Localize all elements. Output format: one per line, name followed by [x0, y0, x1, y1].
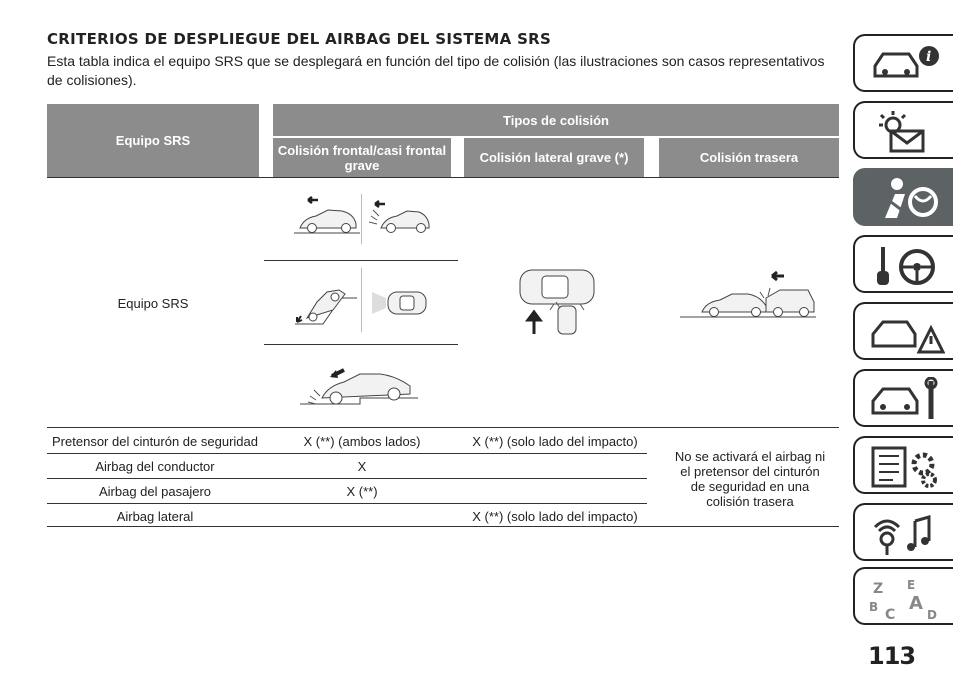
header-bottom-rule: [47, 177, 839, 178]
lateral-crash-illustration: [510, 264, 602, 336]
specs-gears-icon: [867, 444, 945, 490]
alphabet-index-icon: [867, 575, 945, 621]
frontal-crash-illustration-3: [293, 284, 359, 328]
car-wrench-icon: [867, 377, 945, 423]
header-rear-label: Colisión trasera: [699, 150, 799, 165]
crash-warning-icon: [867, 310, 945, 356]
frontal-crash-illustration-5: [300, 362, 418, 412]
chapter-tabs: [853, 0, 960, 678]
row-equipment: Pretensor del cinturón de seguridad: [52, 434, 258, 449]
illustration-bottom-rule: [47, 427, 839, 428]
car-info-icon: [867, 42, 945, 88]
svg-text:A: A: [909, 593, 923, 614]
header-frontal: [273, 138, 451, 177]
tab-technical-data[interactable]: [853, 436, 953, 494]
svg-text:C: C: [885, 607, 896, 621]
tab-safety[interactable]: [853, 168, 953, 226]
row-rule: [47, 503, 647, 504]
frontal-vdivider-1: [361, 194, 362, 244]
svg-text:D: D: [927, 608, 937, 621]
intro-paragraph: Esta tabla indica el equipo SRS que se desplegará en función del tipo de colisión (las ilustraciones son casos representativos de colisiones).: [47, 53, 825, 88]
rear-crash-illustration: [680, 268, 816, 320]
illustration-row-label: Equipo SRS: [117, 296, 189, 311]
key-steering-wheel-icon: [867, 243, 945, 289]
row-lateral: X (**) (solo lado del impacto): [472, 509, 638, 524]
header-frontal-label: Colisión frontal/casi frontal grave: [277, 142, 447, 173]
multimedia-icon: [867, 511, 945, 557]
tab-emergency[interactable]: [853, 302, 953, 360]
row-frontal: X (**) (ambos lados): [303, 434, 421, 449]
tab-starting-driving[interactable]: [853, 235, 953, 293]
tab-warning-lights[interactable]: [853, 101, 953, 159]
tab-car-info[interactable]: [853, 34, 953, 92]
table-bottom-rule: [47, 526, 839, 527]
seatbelt-airbag-icon: [867, 176, 945, 222]
tab-index[interactable]: [853, 567, 953, 625]
svg-text:Z: Z: [873, 581, 884, 597]
row-equipment: Airbag del conductor: [95, 459, 215, 474]
frontal-crash-illustration-1: [294, 194, 360, 236]
page-title: CRITERIOS DE DESPLIEGUE DEL AIRBAG DEL SISTEMA SRS: [47, 30, 552, 48]
warning-lights-icon: [867, 109, 945, 155]
tab-multimedia[interactable]: [853, 503, 953, 561]
row-equipment: Airbag del pasajero: [98, 484, 212, 499]
row-rule: [47, 453, 647, 454]
row-lateral: X (**) (solo lado del impacto): [472, 434, 638, 449]
svg-text:i: i: [926, 49, 932, 65]
header-equipment: [47, 104, 259, 177]
row-frontal: X (**): [346, 484, 378, 499]
frontal-divider-2: [264, 344, 458, 345]
frontal-crash-illustration-4: [370, 284, 428, 320]
svg-text:B: B: [869, 600, 879, 614]
row-frontal: X: [357, 459, 367, 474]
header-collision-types-label: Tipos de colisión: [503, 112, 609, 128]
header-lateral: [464, 138, 644, 177]
frontal-divider-1: [264, 260, 458, 261]
header-collision-types: [273, 104, 839, 136]
frontal-crash-illustration-2: [367, 200, 431, 236]
svg-text:E: E: [907, 578, 916, 592]
row-equipment: Airbag lateral: [116, 509, 194, 524]
header-rear: [659, 138, 839, 177]
frontal-vdivider-2: [361, 268, 362, 332]
header-lateral-label: Colisión lateral grave (*): [479, 150, 629, 165]
tab-maintenance[interactable]: [853, 369, 953, 427]
row-rule: [47, 478, 647, 479]
page-number: 113: [868, 642, 916, 670]
rear-collision-note: No se activará el airbag ni el pretensor del cinturón de seguridad en una colisión trasera: [674, 449, 826, 509]
header-equipment-label: Equipo SRS: [115, 133, 191, 148]
